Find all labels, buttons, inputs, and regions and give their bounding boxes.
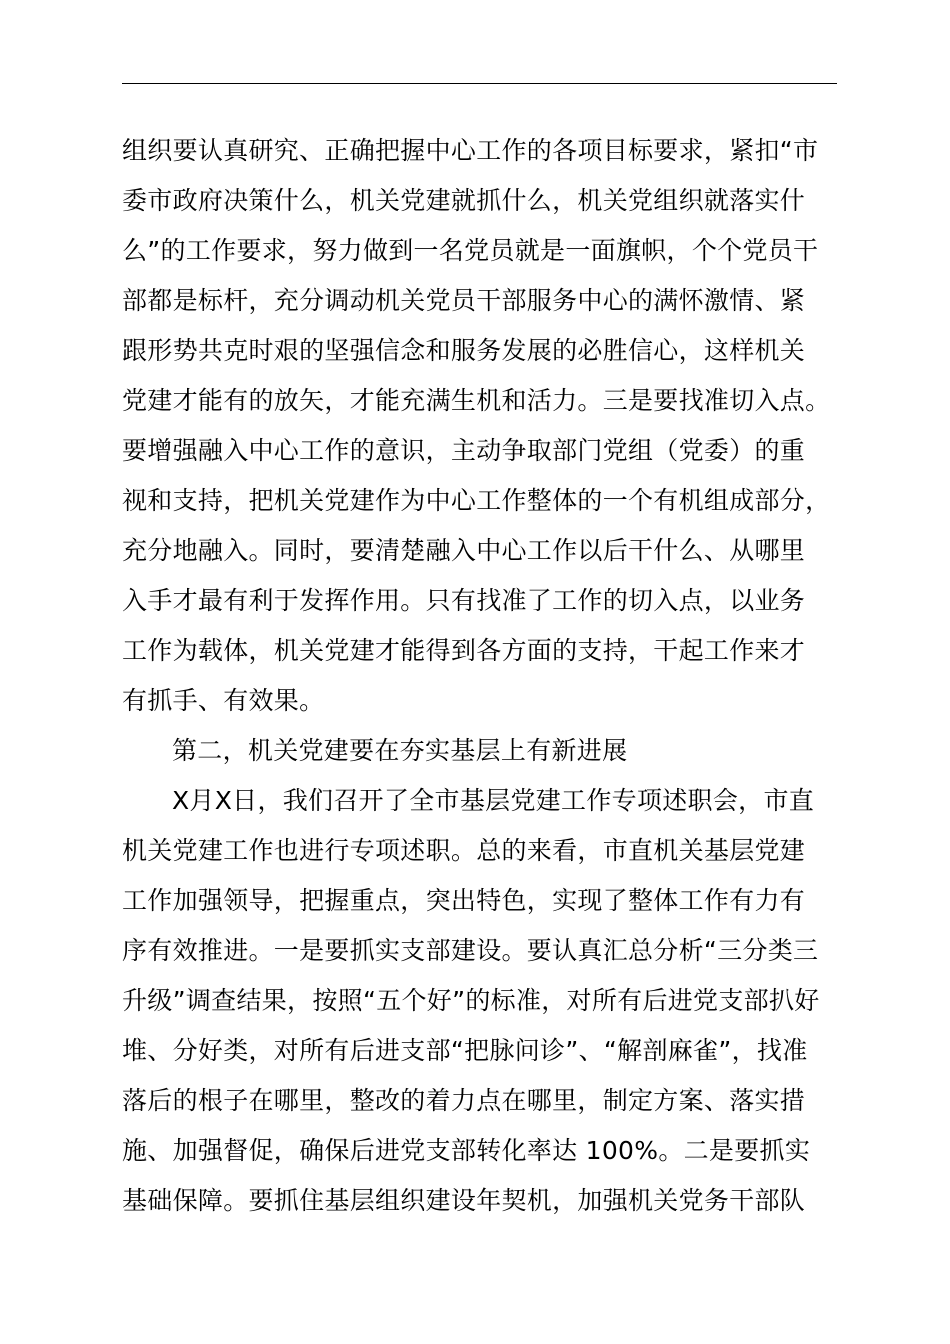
text-line: 落后的根子在哪里，整改的着力点在哪里，制定方案、落实措	[122, 1086, 806, 1115]
text-line: 委市政府决策什么，机关党建就抓什么，机关党组织就落实什	[122, 186, 806, 215]
text-line: 堆、分好类，对所有后进支部“把脉问诊”、“解剖麻雀”，找准	[122, 1036, 808, 1065]
text-line: 跟形势共克时艰的坚强信念和服务发展的必胜信心，这样机关	[122, 336, 806, 365]
text-line: 有抓手、有效果。	[122, 686, 325, 715]
text-line: 序有效推进。一是要抓实支部建设。要认真汇总分析“三分类三	[122, 936, 819, 965]
text-line: 升级”调查结果，按照“五个好”的标准，对所有后进党支部扒好	[122, 986, 820, 1015]
text-line: 工作加强领导，把握重点，突出特色，实现了整体工作有力有	[122, 886, 806, 915]
text-line: 基础保障。要抓住基层组织建设年契机，加强机关党务干部队	[122, 1186, 806, 1215]
text-line: 党建才能有的放矢，才能充满生机和活力。三是要找准切入点。	[122, 386, 831, 415]
text-line: 视和支持，把机关党建作为中心工作整体的一个有机组成部分，	[122, 486, 831, 515]
text-line: 充分地融入。同时，要清楚融入中心工作以后干什么、从哪里	[122, 536, 806, 565]
text-line: X月X日，我们召开了全市基层党建工作专项述职会，市直	[172, 786, 815, 815]
text-line: 工作为载体，机关党建才能得到各方面的支持，干起工作来才	[122, 636, 806, 665]
body-text	[122, 126, 882, 1226]
text-line: 么”的工作要求，努力做到一名党员就是一面旗帜，个个党员干	[122, 236, 819, 265]
text-line: 第二，机关党建要在夯实基层上有新进展	[172, 736, 628, 765]
text-line: 入手才最有利于发挥作用。只有找准了工作的切入点，以业务	[122, 586, 806, 615]
text-line: 组织要认真研究、正确把握中心工作的各项目标要求，紧扣“市	[122, 136, 819, 165]
text-line: 施、加强督促，确保后进党支部转化率达 100%。二是要抓实	[122, 1136, 811, 1165]
header-rule	[122, 83, 837, 84]
text-line: 机关党建工作也进行专项述职。总的来看，市直机关基层党建	[122, 836, 806, 865]
text-line: 要增强融入中心工作的意识，主动争取部门党组（党委）的重	[122, 436, 806, 465]
text-line: 部都是标杆，充分调动机关党员干部服务中心的满怀激情、紧	[122, 286, 806, 315]
